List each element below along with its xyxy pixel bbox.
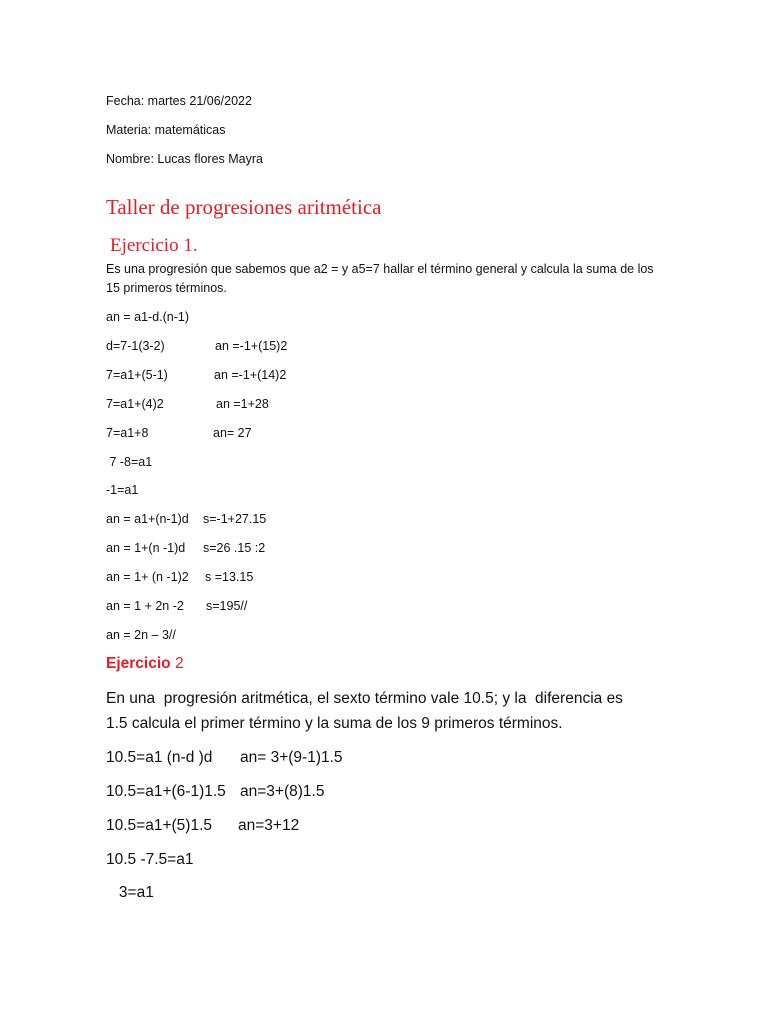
exercise-1-line-right: s=-1+27.15 xyxy=(203,512,267,526)
subject-line: Materia: matemáticas xyxy=(106,123,226,137)
exercise-1-line-right: s =13.15 xyxy=(205,570,254,584)
exercise-1-line: 7=a1+(4)2 xyxy=(106,397,164,411)
exercise-1-statement-line-2: 15 primeros términos. xyxy=(106,281,227,295)
exercise-2-line: 10.5=a1+(6-1)1.5 xyxy=(106,783,226,800)
exercise-2-heading xyxy=(106,655,184,673)
exercise-2-heading-word: Ejercicio xyxy=(106,655,171,672)
exercise-1-line: an = a1-d.(n-1) xyxy=(106,310,190,324)
exercise-1-line: an = 2n – 3// xyxy=(106,628,176,642)
exercise-2-line-right: an=3+(8)1.5 xyxy=(240,783,325,800)
exercise-1-line: 7 -8=a1 xyxy=(106,455,153,469)
exercise-2-line: 10.5 -7.5=a1 xyxy=(106,851,194,868)
exercise-1-line: an = a1+(n-1)d xyxy=(106,512,189,526)
exercise-2-heading-number: 2 xyxy=(174,655,184,672)
exercise-1-statement-line-1: Es una progresión que sabemos que a2 = y a5=7 hallar el término general y calcula la suma de los xyxy=(106,262,654,276)
exercise-1-line-right: s=26 .15 :2 xyxy=(203,541,266,555)
exercise-1-line: d=7-1(3-2) xyxy=(106,339,165,353)
exercise-1-line-right: an =1+28 xyxy=(216,397,269,411)
exercise-1-line-right: an =-1+(15)2 xyxy=(215,339,288,353)
exercise-1-line-right: an= 27 xyxy=(213,426,252,440)
exercise-1-line: 7=a1+(5-1) xyxy=(106,368,168,382)
exercise-1-line: -1=a1 xyxy=(106,483,139,497)
exercise-2-statement-line-1: En una progresión aritmética, el sexto término vale 10.5; y la diferencia es xyxy=(106,690,623,707)
date-line: Fecha: martes 21/06/2022 xyxy=(106,94,252,108)
exercise-1-line: an = 1 + 2n -2 xyxy=(106,599,184,613)
exercise-1-line-right: s=195// xyxy=(206,599,248,613)
document-title: Taller de progresiones aritmética xyxy=(106,195,382,219)
exercise-2-line-right: an=3+12 xyxy=(238,817,300,834)
exercise-2-line-right: an= 3+(9-1)1.5 xyxy=(240,749,343,766)
exercise-2-statement-line-2: 1.5 calcula el primer término y la suma de los 9 primeros términos. xyxy=(106,715,563,732)
exercise-1-line-right: an =-1+(14)2 xyxy=(214,368,287,382)
exercise-1-line: 7=a1+8 xyxy=(106,426,149,440)
exercise-1-line: an = 1+(n -1)d xyxy=(106,541,186,555)
exercise-2-line: 3=a1 xyxy=(106,884,154,901)
name-line: Nombre: Lucas flores Mayra xyxy=(106,152,264,166)
exercise-1-heading: Ejercicio 1. xyxy=(110,235,198,256)
exercise-2-line: 10.5=a1 (n-d )d xyxy=(106,749,213,766)
exercise-2-line: 10.5=a1+(5)1.5 xyxy=(106,817,213,834)
exercise-1-line: an = 1+ (n -1)2 xyxy=(106,570,189,584)
